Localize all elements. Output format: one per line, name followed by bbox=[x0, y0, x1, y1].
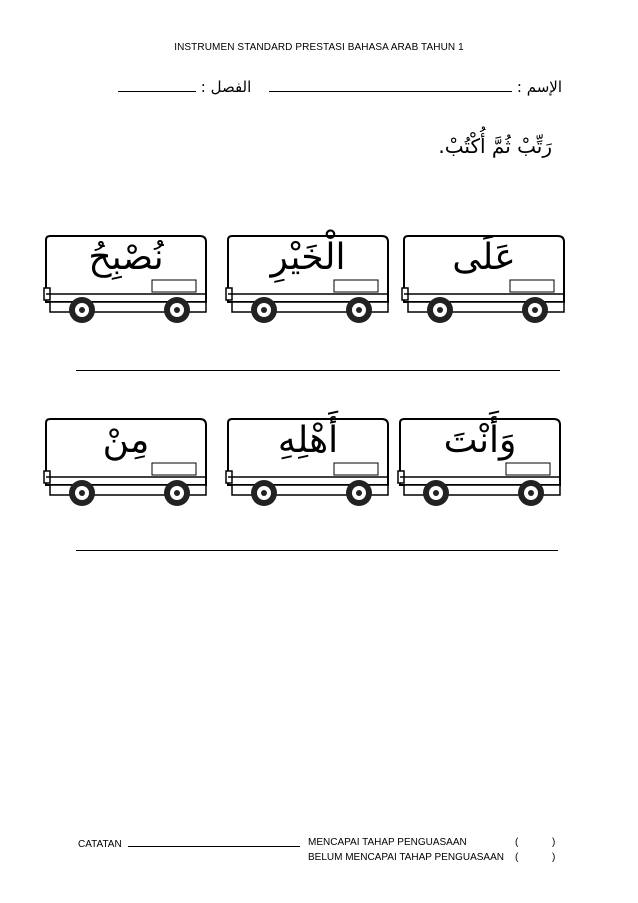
bus-card bbox=[40, 415, 212, 511]
belum-paren-open: ( bbox=[515, 852, 519, 863]
word-card: نُصْبِحُ bbox=[88, 237, 164, 278]
belum-mencapai-label: BELUM MENCAPAI TAHAP PENGUASAAN bbox=[308, 852, 504, 863]
bus-card bbox=[222, 232, 394, 328]
instruction-text: رَتِّبْ ثُمَّ أُكْتُبْ. bbox=[438, 134, 552, 158]
bus-card bbox=[222, 415, 394, 511]
word-card: عَلَى bbox=[452, 237, 516, 278]
class-blank[interactable] bbox=[118, 79, 196, 92]
class-label: الفصل : bbox=[200, 78, 252, 96]
answer-line[interactable] bbox=[76, 370, 560, 371]
bus-card bbox=[398, 232, 570, 328]
word-card: أَهْلِهِ bbox=[277, 420, 339, 461]
name-blank[interactable] bbox=[269, 79, 512, 92]
catatan-field bbox=[78, 837, 300, 850]
name-label: الإسم : bbox=[516, 78, 562, 96]
word-card: وَأَنْتَ bbox=[443, 420, 517, 461]
answer-line[interactable] bbox=[76, 550, 558, 551]
bus-card bbox=[394, 415, 566, 511]
word-card: الْخَيْرِ bbox=[270, 237, 346, 278]
word-card: مِنْ bbox=[102, 420, 150, 461]
catatan-blank[interactable] bbox=[128, 837, 300, 847]
mencapai-paren-close: ) bbox=[552, 837, 556, 848]
catatan-label: CATATAN bbox=[78, 839, 122, 850]
belum-paren-close: ) bbox=[552, 852, 556, 863]
name-field bbox=[269, 78, 562, 96]
class-field bbox=[118, 78, 251, 96]
page-header: INSTRUMEN STANDARD PRESTASI BAHASA ARAB TAHUN 1 bbox=[174, 42, 464, 53]
mencapai-paren-open: ( bbox=[515, 837, 519, 848]
bus-card bbox=[40, 232, 212, 328]
mencapai-label: MENCAPAI TAHAP PENGUASAAN bbox=[308, 837, 467, 848]
